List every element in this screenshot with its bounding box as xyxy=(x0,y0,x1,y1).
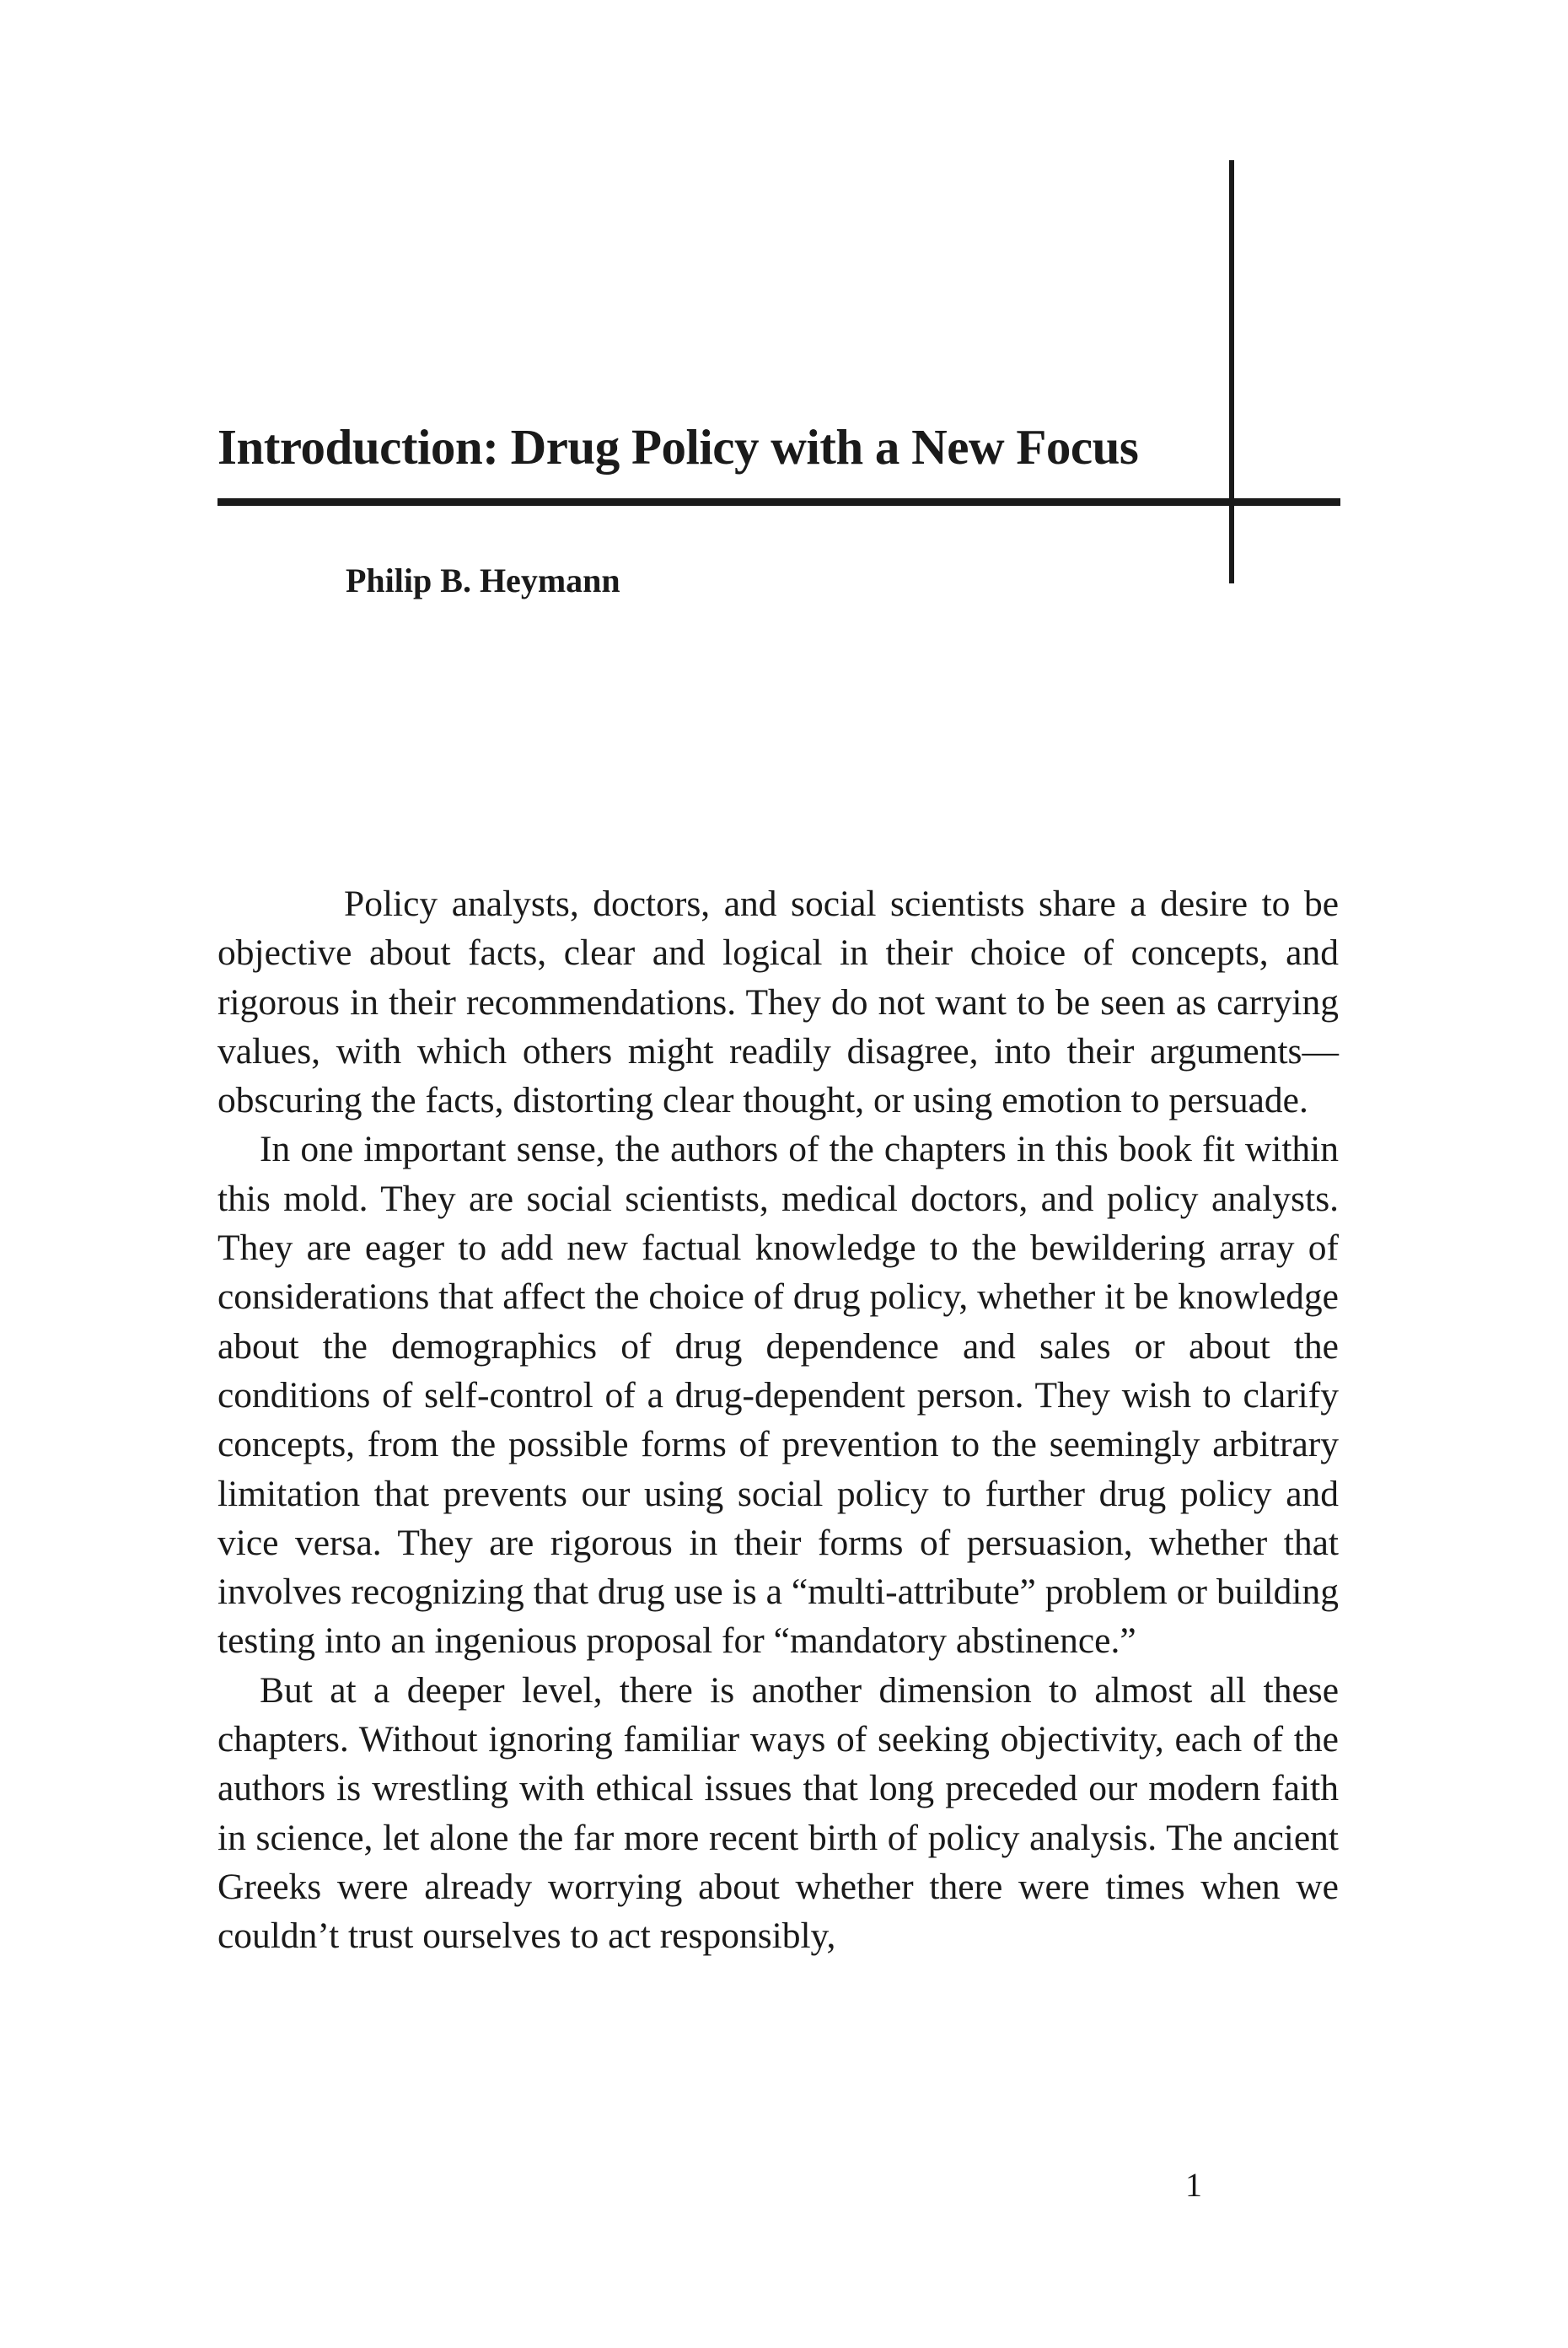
title-rule xyxy=(217,498,1340,506)
page-number: 1 xyxy=(1185,2166,1202,2204)
vertical-rule xyxy=(1229,160,1234,583)
paragraph-1: Policy analysts, doctors, and social scientists share a desire to be objective about facts, clear and logical in their choice of concepts, and rigorous in their recommendations. They do not want to be seen as carrying values, with which others might readily disagree, into their arguments—obscuring the facts, distorting clear thought, or using emotion to persuade. xyxy=(217,884,1339,1121)
chapter-author: Philip B. Heymann xyxy=(346,561,620,599)
chapter-title: Introduction: Drug Policy with a New Focus xyxy=(217,419,1139,475)
paragraph-3: But at a deeper level, there is another dimension to almost all these chapters. Without ignoring familiar ways of seeking objectivity, each of the authors is wrestling with ethical issues that long preceded our modern faith in science, let alone the far more recent birth of policy analysis. The ancient Greeks were already worrying about whether there were times when we couldn’t trust ourselves to act responsibly, xyxy=(217,1669,1339,1957)
body-text xyxy=(217,879,1339,1961)
paragraph-2: In one important sense, the authors of the chapters in this book fit within this mold. They are social scientists, medical doctors, and policy analysts. They are eager to add new factual knowledge to the bewildering array of considerations that affect the choice of drug policy, whether it be knowledge about the demographics of drug dependence and sales or about the conditions of self-control of a drug-dependent person. They wish to clarify concepts, from the possible forms of prevention to the seemingly arbitrary limitation that prevents our using social policy to further drug policy and vice versa. They are rigorous in their forms of persuasion, whether that involves recognizing that drug use is a “multi-attribute” problem or building testing into an ingenious proposal for “mandatory abstinence.” xyxy=(217,1129,1339,1662)
